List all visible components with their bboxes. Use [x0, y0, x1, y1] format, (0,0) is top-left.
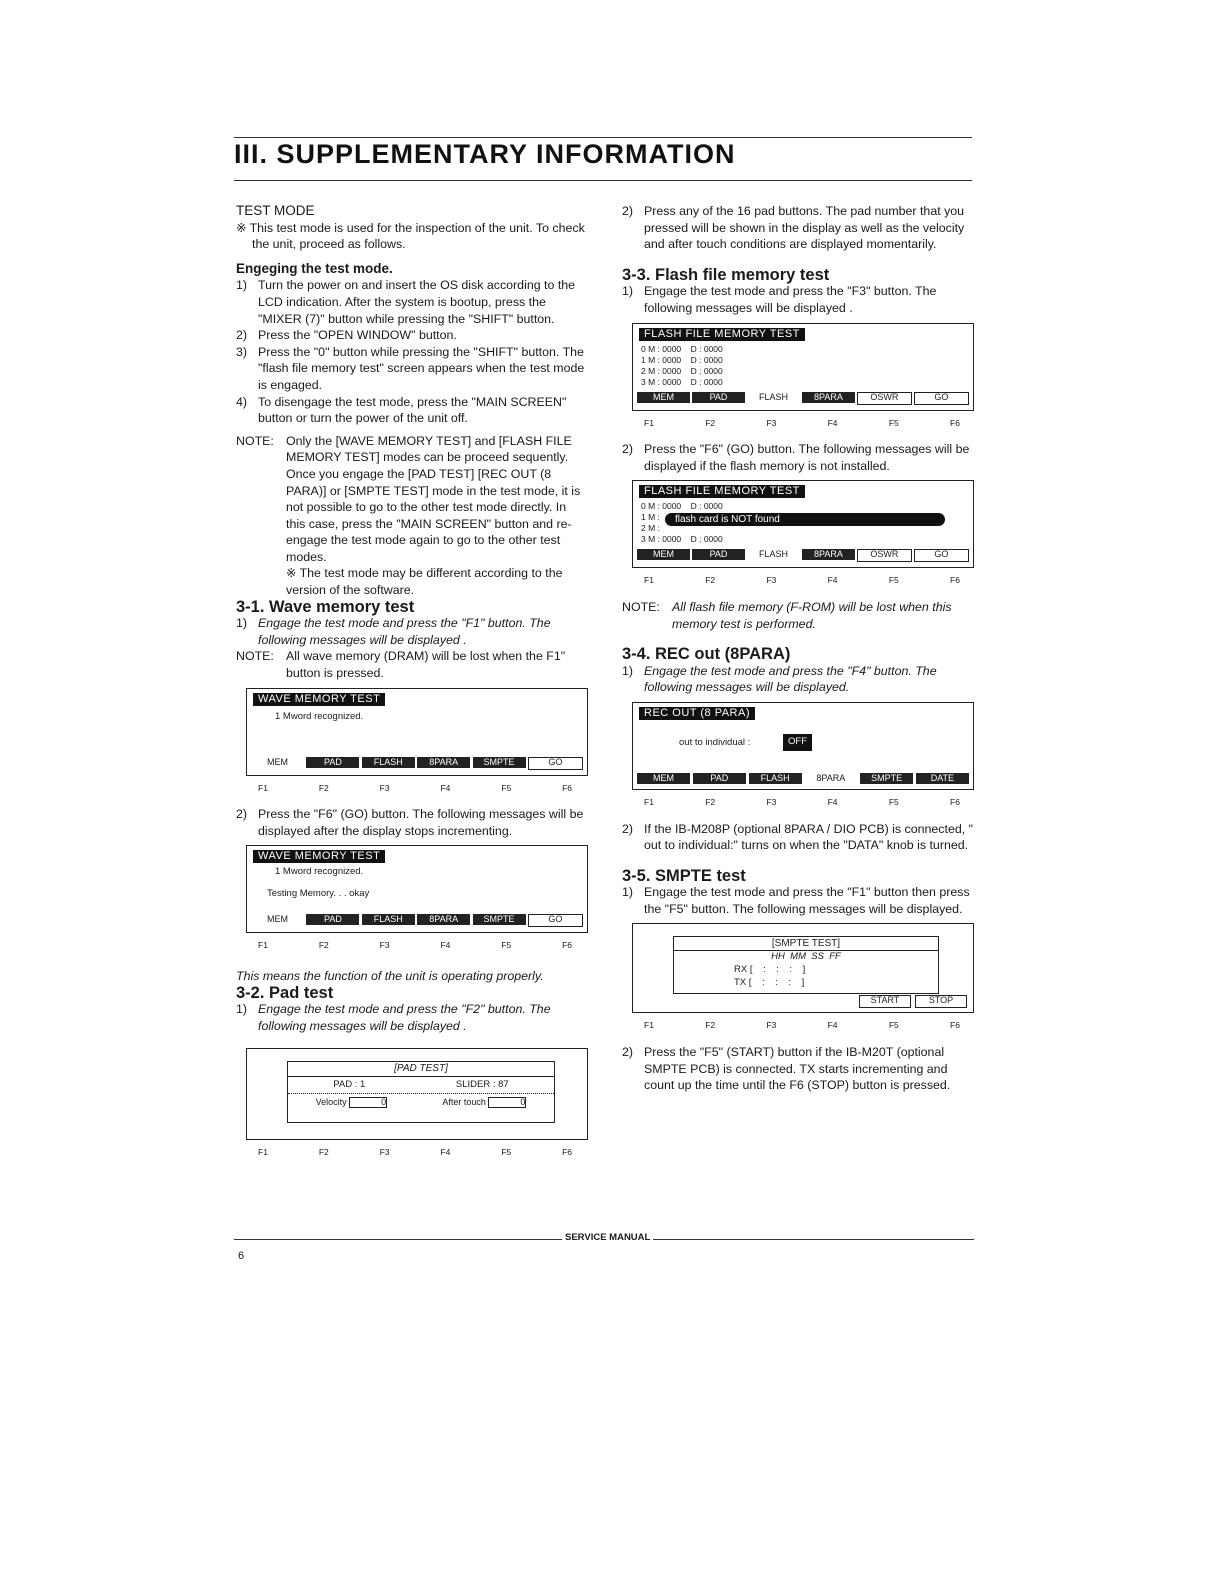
list-item: 1) Engage the test mode and press the "F4" button. The following messages will be displayed.	[622, 663, 974, 696]
fkey-label: F1	[644, 1020, 654, 1031]
softkey-pad[interactable]: PAD	[306, 914, 359, 925]
fkey-label: F5	[888, 1020, 899, 1031]
fkey-label: F2	[318, 1147, 329, 1158]
lcd-line: 1 Mword recognized.	[275, 710, 364, 722]
note-block	[236, 433, 586, 599]
velocity-label: Velocity	[315, 1097, 347, 1108]
fkey-label: F3	[766, 575, 777, 586]
lcd-pad-test	[246, 1048, 588, 1140]
fkey-label: F4	[440, 1147, 451, 1158]
lcd-softkeys	[637, 392, 969, 405]
list-item	[236, 344, 586, 394]
engaging-heading: Engeging the test mode.	[236, 260, 393, 276]
step-text: Engage the test mode and press the "F1" button. The following messages will be displayed .	[258, 616, 551, 647]
list-item: 1) Engage the test mode and press the "F2" button. The following messages will be displayed .	[236, 1001, 586, 1034]
fkey-label: F5	[888, 796, 899, 807]
left-column	[236, 203, 586, 1161]
lcd-wave-memory	[246, 688, 588, 776]
softkey-8para[interactable]: 8PARA	[417, 914, 470, 925]
fkey-label: F3	[379, 940, 390, 951]
fkey-label: F6	[950, 575, 960, 586]
softkey-pad[interactable]: PAD	[692, 549, 745, 560]
fkey-label: F4	[827, 417, 838, 428]
softkey-8para[interactable]: 8PARA	[816, 772, 846, 783]
pad-test-panel	[287, 1061, 555, 1123]
softkey-go[interactable]: GO	[528, 914, 583, 927]
step-number: 1)	[236, 278, 248, 293]
top-rule	[234, 137, 972, 138]
softkey-8para[interactable]: 8PARA	[802, 549, 855, 560]
function-key-labels	[236, 933, 586, 954]
softkey-pad[interactable]: PAD	[693, 773, 746, 784]
step-text: Press the "OPEN WINDOW" button.	[258, 328, 457, 343]
step-number: 2)	[236, 328, 248, 343]
fkey-label: F3	[766, 1020, 777, 1031]
softkey-flash[interactable]: FLASH	[362, 757, 415, 768]
softkey-smpte[interactable]: SMPTE	[473, 757, 526, 768]
lcd-rec-out	[632, 702, 974, 790]
stop-button[interactable]: STOP	[915, 995, 967, 1008]
right-column	[622, 203, 974, 1094]
fkey-label: F2	[705, 575, 716, 586]
softkey-date[interactable]: DATE	[916, 773, 969, 784]
lcd-title: REC OUT (8 PARA)	[639, 707, 755, 720]
softkey-mem[interactable]: MEM	[637, 549, 690, 560]
fkey-label: F6	[950, 1020, 960, 1031]
after-touch-label: After touch	[442, 1097, 486, 1108]
fkey-label: F4	[827, 575, 838, 586]
conclusion-text: This means the function of the unit is operating properly.	[236, 969, 544, 983]
step-text: Press the "F6" (GO) button. The following messages will be displayed after the display stops incrementing.	[258, 807, 584, 838]
function-key-labels	[236, 776, 586, 797]
lcd-softkeys	[251, 914, 583, 927]
step-number: 3)	[236, 344, 248, 359]
fkey-label: F6	[562, 940, 572, 951]
step-text: Press the "F5" (START) button if the IB-M20T (optional SMPTE PCB) is connected. TX starts incrementing and count up the time until the F6 (STOP) button is pressed.	[644, 1045, 951, 1093]
list-item: 1) Engage the test mode and press the "F1" button. The following messages will be displayed .	[236, 615, 586, 648]
fkey-label: F5	[888, 575, 899, 586]
smpte-tx: TX [ : : : ]	[734, 977, 805, 989]
softkey-smpte[interactable]: SMPTE	[860, 773, 913, 784]
softkey-mem[interactable]: MEM	[267, 914, 289, 925]
fkey-label: F2	[705, 796, 716, 807]
softkey-flash[interactable]: FLASH	[758, 391, 788, 402]
list-item	[236, 394, 586, 427]
step-text: Engage the test mode and press the "F3" button. The following messages will be displayed .	[644, 284, 937, 315]
velocity-value: 0	[349, 1097, 387, 1108]
lcd-row: 2 M :	[641, 523, 660, 534]
note-label: NOTE:	[622, 599, 660, 614]
start-button[interactable]: START	[859, 995, 911, 1008]
list-item: 1) Engage the test mode and press the "F1" button then press the "F5" button. The following messages will be displayed.	[622, 884, 974, 917]
fkey-label: F5	[501, 1147, 512, 1158]
softkey-oswr[interactable]: OSWR	[857, 549, 912, 562]
lcd-title: FLASH FILE MEMORY TEST	[639, 328, 805, 341]
fkey-label: F4	[827, 1020, 838, 1031]
out-to-individual-value[interactable]: OFF	[783, 734, 812, 751]
section-heading-3-5: 3-5. SMPTE test	[622, 866, 746, 885]
softkey-oswr[interactable]: OSWR	[857, 392, 912, 405]
softkey-flash[interactable]: FLASH	[749, 773, 802, 784]
note-paragraph: Only the [WAVE MEMORY TEST] and [FLASH FILE MEMORY TEST] modes can be proceed sequently.	[286, 433, 572, 465]
lcd-row: 3 M : 0000 D : 0000	[641, 534, 723, 545]
softkey-8para[interactable]: 8PARA	[802, 392, 855, 403]
fkey-label: F5	[888, 417, 899, 428]
function-key-labels	[236, 1140, 586, 1161]
function-key-labels	[622, 790, 974, 811]
lcd-smpte	[632, 923, 974, 1013]
lcd-line: 1 Mword recognized.	[275, 866, 364, 878]
section-heading-3-3: 3-3. Flash file memory test	[622, 265, 830, 284]
function-key-labels	[622, 411, 974, 432]
smpte-rx: RX [ : : : ]	[734, 964, 806, 976]
step-text: To disengage the test mode, press the "MAIN SCREEN" button or turn the power of the unit off.	[258, 394, 567, 426]
lcd-softkeys	[637, 549, 969, 562]
note-text: All wave memory (DRAM) will be lost when the F1" button is pressed.	[286, 649, 566, 681]
list-item: 2) Press the "F6" (GO) button. The following messages will be displayed if the flash memory is not installed.	[622, 441, 974, 474]
lcd-title: WAVE MEMORY TEST	[253, 850, 385, 863]
lcd-wave-memory-result	[246, 845, 588, 933]
fkey-label: F2	[318, 940, 329, 951]
lcd-line: out to individual :	[679, 736, 751, 748]
softkey-mem[interactable]: MEM	[637, 392, 690, 403]
lcd-row: 3 M : 0000 D : 0000	[641, 376, 723, 387]
list-item: 2) If the IB-M208P (optional 8PARA / DIO PCB) is connected, " out to individual:" turns on when the "DATA" knob is turned.	[622, 821, 974, 853]
fkey-label: F1	[644, 575, 654, 586]
step-text: Engage the test mode and press the "F4" button. The following messages will be displayed.	[644, 663, 937, 695]
fkey-label: F6	[950, 796, 960, 807]
fkey-label: F4	[827, 796, 838, 807]
section-heading-3-1: 3-1. Wave memory test	[236, 597, 415, 616]
fkey-label: F4	[440, 940, 451, 951]
list-item	[236, 327, 586, 344]
list-item: 2) Press the "F6" (GO) button. The following messages will be displayed after the display stops incrementing.	[236, 806, 586, 839]
fkey-label: F1	[258, 782, 268, 793]
step-text: Press the "0" button while pressing the "SHIFT" button. The "flash file memory test" screen appears when the test mode is engaged.	[258, 344, 585, 392]
softkey-flash[interactable]: FLASH	[362, 914, 415, 925]
fkey-label: F6	[950, 417, 960, 428]
pad-test-title: [PAD TEST]	[288, 1062, 554, 1077]
test-mode-heading: TEST MODE	[236, 203, 315, 218]
step-text: If the IB-M208P (optional 8PARA / DIO PCB) is connected, " out to individual:" turns on when the "DATA" knob is turned.	[644, 821, 974, 853]
lcd-row: 1 M :	[641, 512, 660, 523]
note-label: NOTE:	[236, 649, 274, 664]
lcd-row: 0 M : 0000 D : 0000	[641, 343, 723, 354]
page-title: III. SUPPLEMENTARY INFORMATION	[234, 139, 736, 169]
softkey-flash[interactable]: FLASH	[758, 549, 788, 560]
list-item: 2) Press the "F5" (START) button if the IB-M20T (optional SMPTE PCB) is connected. TX starts incrementing and count up the time until the F6 (STOP) button is pressed.	[622, 1044, 974, 1094]
fkey-label: F1	[644, 417, 654, 428]
fkey-label: F5	[501, 940, 512, 951]
fkey-label: F3	[766, 796, 777, 807]
note-text: All flash file memory (F-ROM) will be lost when this memory test is performed.	[672, 599, 952, 631]
lcd-title: WAVE MEMORY TEST	[253, 693, 385, 706]
smpte-panel	[673, 936, 939, 994]
slider-value: SLIDER : 87	[455, 1079, 509, 1091]
section-heading-3-4: 3-4. REC out (8PARA)	[622, 645, 791, 664]
lcd-row: 1 M : 0000 D : 0000	[641, 354, 723, 365]
fkey-label: F4	[440, 782, 451, 793]
function-key-labels	[622, 1013, 974, 1034]
smpte-title: [SMPTE TEST]	[674, 937, 938, 951]
fkey-label: F2	[705, 1020, 716, 1031]
note-paragraph: Once you engage the [PAD TEST] [REC OUT (8 PARA)] or [SMPTE TEST] mode in the test mode, it is not possible to go to the other test mode directly. In this case, press the "MAIN SCREEN" button and re-engage the test mode again to go to the other test modes.	[286, 466, 581, 564]
fkey-label: F6	[562, 782, 572, 793]
note-paragraph: ※ The test mode may be different according to the version of the software.	[286, 566, 563, 598]
error-popup: flash card is NOT found	[665, 513, 945, 526]
list-item: 2) Press any of the 16 pad buttons. The pad number that you pressed will be shown in the display as well as the velocity and after touch conditions are displayed momentarily.	[622, 203, 974, 253]
note-block	[622, 599, 974, 632]
page-number: 6	[238, 1250, 245, 1262]
note-label: NOTE:	[236, 433, 274, 448]
step-text: Engage the test mode and press the "F2" button. The following messages will be displayed .	[258, 1002, 551, 1033]
softkey-pad[interactable]: PAD	[692, 392, 745, 403]
note-block	[236, 648, 586, 681]
step-number: 4)	[236, 394, 248, 409]
fkey-label: F5	[501, 782, 512, 793]
fkey-label: F2	[705, 417, 716, 428]
list-item	[236, 277, 586, 327]
step-text: Engage the test mode and press the "F1" button then press the "F5" button. The following messages will be displayed.	[644, 885, 970, 916]
fkey-label: F3	[379, 1147, 390, 1158]
softkey-mem[interactable]: MEM	[637, 773, 690, 784]
fkey-label: F3	[379, 782, 390, 793]
fkey-label: F1	[258, 1147, 268, 1158]
smpte-columns: HH MM SS FF	[771, 951, 841, 963]
softkey-go[interactable]: GO	[914, 549, 969, 562]
list-item: 1) Engage the test mode and press the "F3" button. The following messages will be displayed .	[622, 283, 974, 316]
fkey-label: F1	[258, 940, 268, 951]
softkey-pad[interactable]: PAD	[306, 757, 359, 768]
lcd-title: FLASH FILE MEMORY TEST	[639, 485, 805, 498]
section-heading-3-2: 3-2. Pad test	[236, 983, 334, 1002]
fkey-label: F2	[318, 782, 329, 793]
test-mode-intro: ※ This test mode is used for the inspection of the unit. To check the unit, proceed as follows.	[236, 220, 585, 252]
softkey-smpte[interactable]: SMPTE	[473, 914, 526, 925]
lcd-row: 2 M : 0000 D : 0000	[641, 365, 723, 376]
fkey-label: F6	[562, 1147, 572, 1158]
softkey-go[interactable]: GO	[914, 392, 969, 405]
step-text: Press any of the 16 pad buttons. The pad number that you pressed will be shown in the display as well as the velocity and after touch conditions are displayed momentarily.	[644, 204, 965, 252]
softkey-go[interactable]: GO	[528, 757, 583, 770]
function-key-labels	[622, 568, 974, 589]
after-touch-value: 0	[488, 1097, 526, 1108]
lcd-softkeys	[251, 757, 583, 770]
footer-label: SERVICE MANUAL	[562, 1232, 653, 1243]
step-text: Turn the power on and insert the OS disk according to the LCD indication. After the system is bootup, press the "MIXER (7)" button while pressing the "SHIFT" button.	[258, 278, 576, 326]
pad-number: PAD : 1	[333, 1079, 366, 1091]
lcd-line: Testing Memory. . . okay	[267, 888, 370, 900]
softkey-8para[interactable]: 8PARA	[417, 757, 470, 768]
fkey-label: F1	[644, 796, 654, 807]
lcd-softkeys	[637, 773, 969, 784]
lcd-flash-not-found	[632, 480, 974, 568]
step-text: Press the "F6" (GO) button. The following messages will be displayed if the flash memory is not installed.	[644, 442, 970, 473]
fkey-label: F3	[766, 417, 777, 428]
softkey-mem[interactable]: MEM	[267, 756, 289, 767]
lcd-flash-memory	[632, 323, 974, 411]
lcd-row: 0 M : 0000 D : 0000	[641, 501, 723, 512]
title-underline	[234, 180, 972, 181]
